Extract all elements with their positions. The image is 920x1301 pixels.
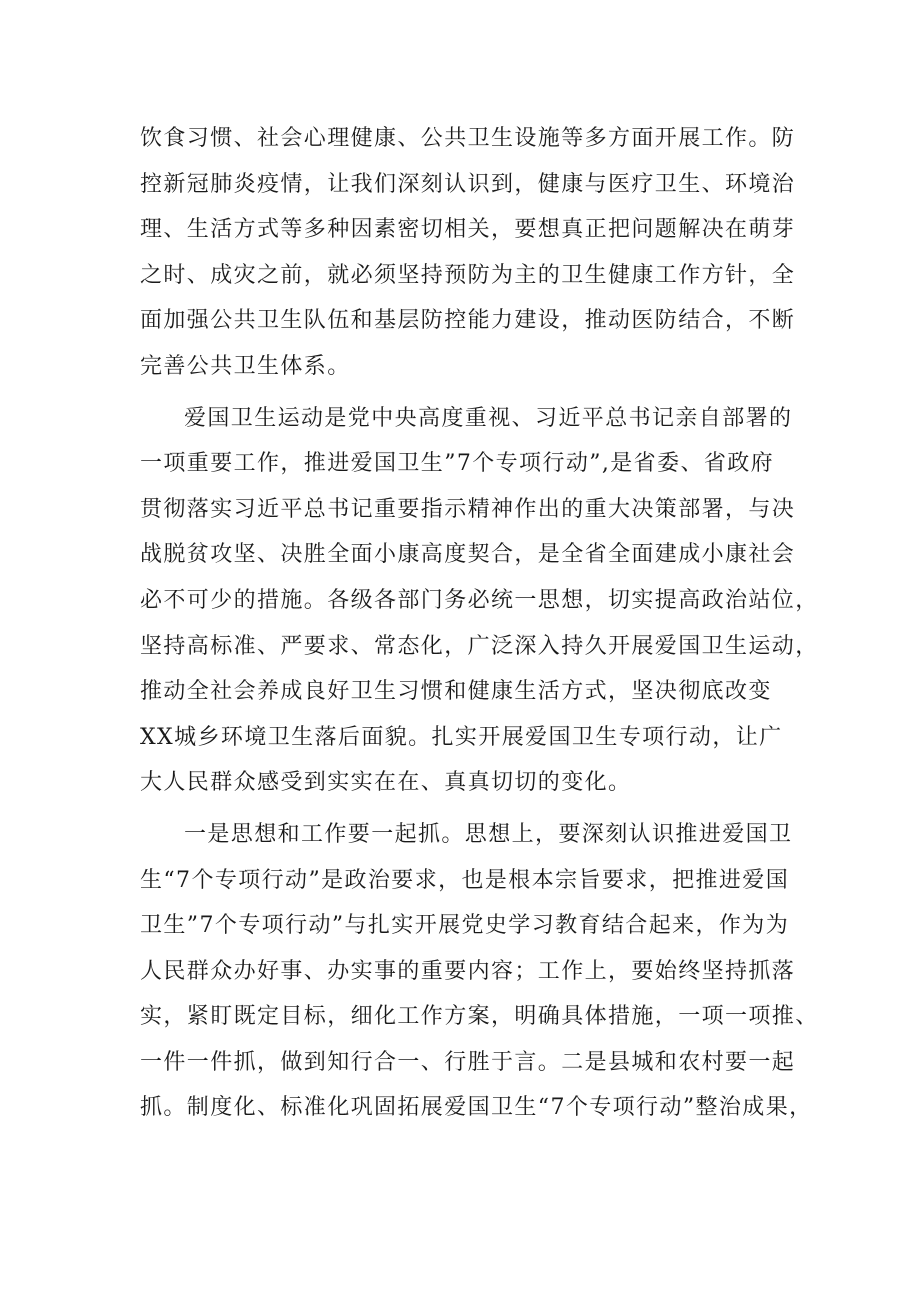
text-line: 卫生”7个专项行动”与扎实开展党史学习教育结合起来，作为为 (140, 913, 790, 939)
text-line: 生“7个专项行动”是政治要求，也是根本宗旨要求，把推进爱国 (140, 867, 790, 893)
document-body (140, 116, 819, 1131)
text-line: 面加强公共卫生队伍和基层防控能力建设，推动医防结合，不断 (140, 308, 796, 334)
text-line: 实，紧盯既定目标，细化工作方案，明确具体措施，一项一项推、 (140, 1004, 819, 1030)
text-line: 坚持高标准、严要求、常态化，广泛深入持久开展爱国卫生运动， (140, 633, 819, 659)
text-line: 一项重要工作，推进爱国卫生”7个专项行动”,是省委、省政府 (140, 451, 775, 477)
text-line: 必不可少的措施。各级各部门务必统一思想，切实提高政治站位， (140, 587, 819, 613)
text-line: XX城乡环境卫生落后面貌。扎实开展爱国卫生专项行动，让广 (140, 724, 783, 750)
paragraph-2 (140, 396, 819, 806)
text-line: 大人民群众感受到实实在在、真真切切的变化。 (140, 770, 632, 796)
text-line: 贯彻落实习近平总书记重要指示精神作出的重大决策部署，与决 (140, 496, 796, 522)
text-line: 一件一件抓，做到知行合一、行胜于言。二是县城和农村要一起 (140, 1049, 796, 1075)
text-line: 推动全社会养成良好卫生习惯和健康生活方式，坚决彻底改变 (140, 679, 772, 705)
text-line: 饮食习惯、社会心理健康、公共卫生设施等多方面开展工作。防 (140, 126, 796, 151)
text-line: 爱国卫生运动是党中央高度重视、习近平总书记亲自部署的 (184, 405, 793, 431)
text-line: 完善公共卫生体系。 (140, 353, 351, 379)
text-line: 控新冠肺炎疫情，让我们深刻认识到，健康与医疗卫生、环境治 (140, 171, 796, 197)
paragraph-3 (140, 812, 819, 1131)
text-line: 理、生活方式等多种因素密切相关，要想真正把问题解决在萌芽 (140, 217, 796, 243)
text-line: 抓。制度化、标准化巩固拓展爱国卫生“7个专项行动”整治成果， (140, 1095, 813, 1121)
paragraph-1 (140, 116, 796, 390)
text-line: 一是思想和工作要一起抓。思想上，要深刻认识推进爱国卫 (184, 821, 793, 847)
text-line: 人民群众办好事、办实事的重要内容；工作上，要始终坚持抓落 (140, 958, 796, 984)
text-line: 之时、成灾之前，就必须坚持预防为主的卫生健康工作方针，全 (140, 262, 796, 288)
text-line: 战脱贫攻坚、决胜全面小康高度契合，是全省全面建成小康社会 (140, 542, 796, 568)
